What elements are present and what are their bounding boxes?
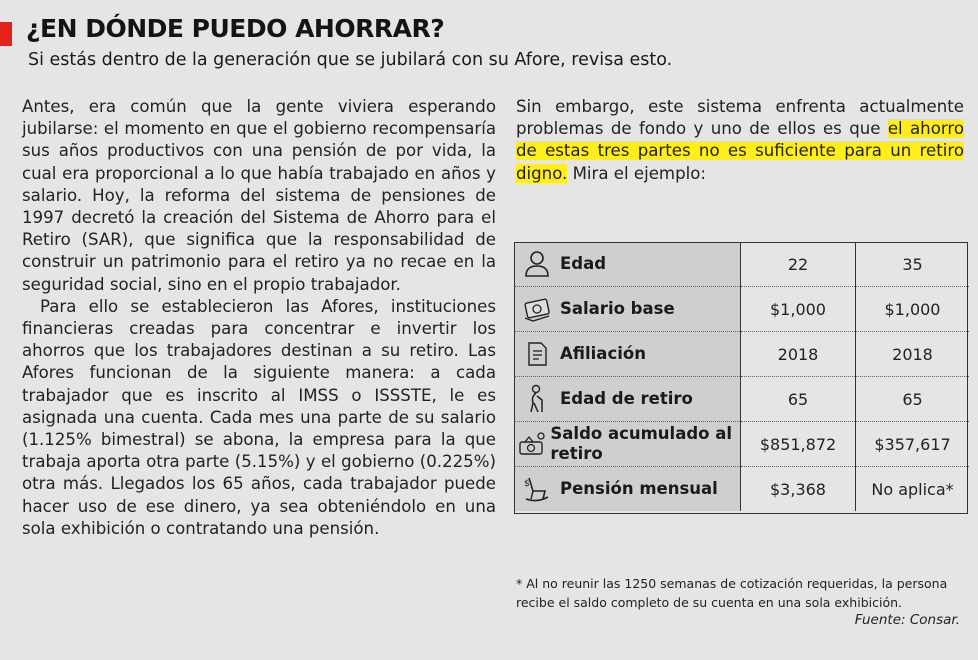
table-row — [514, 242, 969, 287]
row-label: Pensión mensual — [560, 479, 718, 498]
table-footnote: * Al no reunir las 1250 semanas de cotización requeridas, la persona recibe el saldo completo de su cuenta en una sola exhibición. — [516, 576, 948, 610]
document-icon — [514, 341, 560, 367]
cell-value: $357,617 — [856, 422, 970, 467]
cell-value: $1,000 — [856, 287, 970, 332]
row-label: Edad — [560, 254, 607, 273]
article-left-column — [22, 96, 496, 540]
row-label: Saldo acumulado al retiro — [550, 424, 733, 463]
table-row — [514, 422, 969, 467]
cell-value: $3,368 — [741, 467, 856, 512]
cell-value: $1,000 — [741, 287, 856, 332]
person-icon — [514, 250, 560, 278]
page-subtitle: Si estás dentro de la generación que se jubilará con su Afore, revisa esto. — [28, 50, 673, 70]
savings-example-table — [514, 242, 969, 511]
cell-value: 65 — [856, 377, 970, 422]
cell-value: 35 — [856, 242, 970, 287]
rocking-chair-icon — [514, 475, 560, 503]
cell-value: 2018 — [856, 332, 970, 377]
table-row — [514, 377, 969, 422]
title-accent-bar — [0, 22, 12, 46]
page-title: ¿EN DÓNDE PUEDO AHORRAR? — [26, 14, 445, 43]
article-paragraph-1: Antes, era común que la gente viviera esperando jubilarse: el momento en que el gobierno recompensaría sus años productivos con una pensión de por vida, la cual era proporcional a lo que había trabajado en años y salario. Hoy, la reforma del sistema de pensiones de 1997 decretó la creación del Sistema de Ahorro para el Retiro (SAR), que significa que la responsabilidad de construir un patrimonio para el retiro ya no recae en la seguridad social, sino en el propio trabajador. — [22, 97, 496, 294]
cell-value: 65 — [741, 377, 856, 422]
table-row — [514, 332, 969, 377]
highlighted-text: el ahorro de estas tres partes no es suficiente para un retiro digno. — [516, 119, 964, 183]
table-row — [514, 287, 969, 332]
article-right-column — [516, 96, 964, 185]
article-right-text: Sin embargo, este sistema enfrenta actualmente problemas de fondo y uno de ellos es que — [516, 97, 964, 139]
source-credit: Fuente: Consar. — [854, 612, 960, 628]
article-right-text-end: Mira el ejemplo: — [567, 163, 706, 183]
cell-value: 2018 — [741, 332, 856, 377]
cell-value: $851,872 — [741, 422, 856, 467]
row-label: Afiliación — [560, 344, 646, 363]
row-label: Salario base — [560, 299, 675, 318]
money-icon — [514, 296, 560, 322]
svg-text:$: $ — [524, 479, 530, 489]
elderly-person-icon — [514, 384, 560, 414]
row-label: Edad de retiro — [560, 389, 693, 408]
cell-value: 22 — [741, 242, 856, 287]
savings-icon — [514, 431, 550, 457]
cell-value: No aplica* — [871, 479, 954, 499]
table-row — [514, 467, 969, 512]
article-paragraph-2: Para ello se establecieron las Afores, instituciones financieras creadas para concentrar e invertir los ahorros que los trabajadores destinan a su retiro. Las Afores funcionan de la siguiente manera: a cada trabajador que es inscrito al IMSS o ISSSTE, le es asignada una cuenta. Cada mes una parte de su salario (1.125% bimestral) se abona, la empresa para la que trabaja aporta otra parte (5.15%) y el gobierno (0.225%) otra más. Llegados los 65 años, cada trabajador puede hacer uso de ese dinero, ya sea obteniéndolo en una sola exhibición o contratando una pensión. — [22, 296, 496, 538]
